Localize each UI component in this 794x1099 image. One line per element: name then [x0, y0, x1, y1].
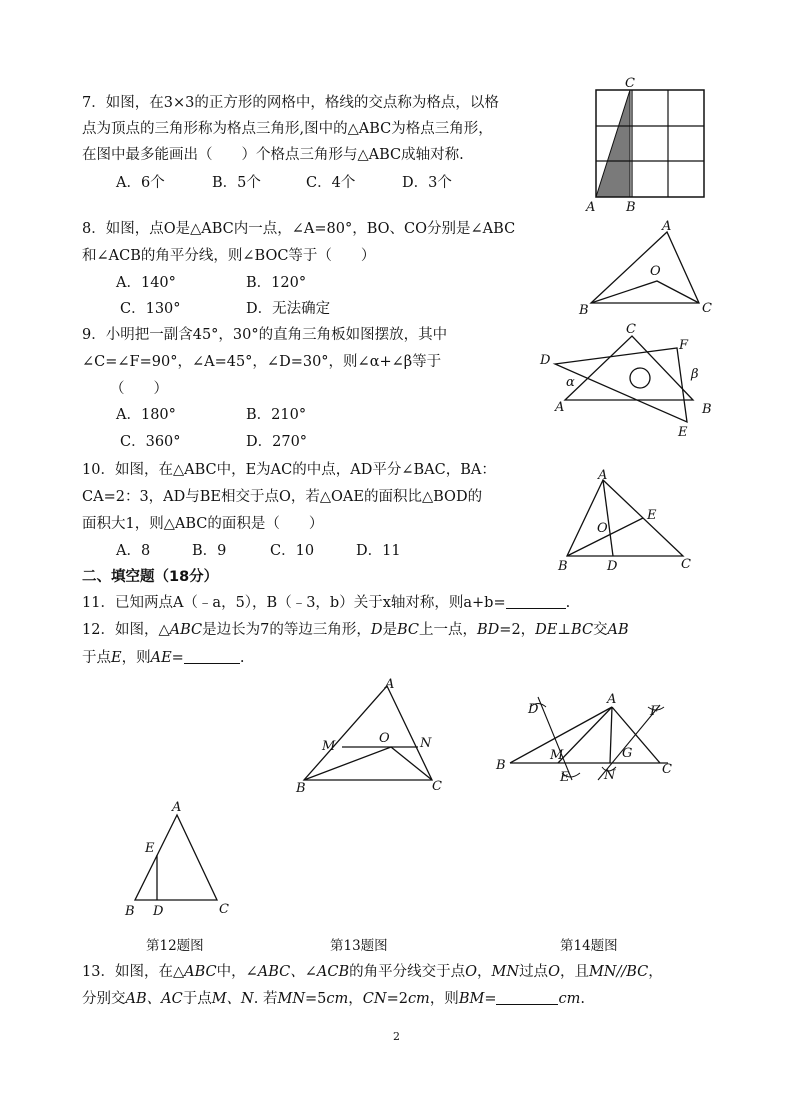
q8-label-c: C: [702, 301, 712, 316]
q9-label-f: F: [679, 338, 689, 353]
q9-label-beta: β: [691, 367, 699, 382]
q13-l2f: =2: [386, 991, 408, 1007]
q12-t2: 是: [382, 622, 397, 638]
fig14-label-b: B: [496, 758, 506, 773]
q8-option-b: B．120°: [246, 275, 307, 291]
q8-line-1: 8．如图，点O是△ABC内一点，∠A=80°，BO、CO分别是∠ABC: [82, 221, 516, 237]
q9-option-c: C．360°: [120, 434, 181, 450]
fig12-label-d: D: [153, 904, 164, 919]
q12-l2c: =: [171, 650, 184, 666]
q9-line-3: （ ）: [110, 381, 168, 397]
q11-line-1: [82, 593, 570, 613]
q9-label-e: E: [678, 425, 688, 440]
fig14-label-m: M: [550, 748, 564, 763]
q13-mn: MN: [491, 964, 520, 980]
q13-cm1: cm: [326, 991, 349, 1007]
q10-line-3: 面积大1，则△ABC的面积是（ ）: [82, 516, 324, 532]
fig14-label-a: A: [607, 692, 617, 707]
fig13-label-o: O: [379, 731, 390, 746]
q10-label-c: C: [681, 557, 691, 572]
q12-t3: 上一点，: [419, 622, 478, 638]
q9-option-a: A．180°: [116, 407, 176, 423]
q13-t6: ，: [648, 964, 663, 980]
q9-label-a: A: [555, 400, 565, 415]
q13-o2: O: [548, 964, 560, 980]
q7-option-c: C．4个: [306, 175, 356, 191]
q12-t1: 是边长为7的等边三角形，: [202, 622, 371, 638]
q9-line-1: 9．小明把一副含45°，30°的直角三角板如图摆放，其中: [82, 327, 448, 343]
q10-label-a: A: [598, 468, 608, 483]
q13-num: 13．如图，在: [82, 964, 173, 980]
q7-grid-figure: [580, 70, 710, 215]
q12-d: D: [370, 622, 383, 638]
fig12-label-e: E: [145, 841, 155, 856]
q8-label-b: B: [579, 303, 589, 318]
q13-tail: .: [580, 991, 585, 1007]
fig13-triangle: [290, 672, 450, 797]
q13-t3: ，: [477, 964, 492, 980]
q9-line-2: ∠C=∠F=90°，∠A=45°，∠D=30°，则∠α+∠β等于: [82, 354, 442, 370]
q12-ab: AB: [607, 622, 629, 638]
q13-mn2: M、N: [211, 991, 254, 1007]
fig13-label-c: C: [432, 779, 442, 794]
q13-l2g: ，则: [429, 991, 459, 1007]
q7-option-b: B．5个: [212, 175, 261, 191]
q10-label-e: E: [647, 508, 657, 523]
q10-option-c: C．10: [270, 543, 315, 559]
q9-label-b: B: [702, 402, 712, 417]
q13-l2d: =5: [305, 991, 327, 1007]
page-number: 2: [393, 1030, 400, 1043]
q9-label-d: D: [540, 353, 551, 368]
q8-label-o: O: [650, 264, 661, 279]
q8-option-c: C．130°: [120, 301, 181, 317]
q12-tail: .: [239, 650, 245, 666]
q13-cn: CN: [362, 991, 387, 1007]
q10-label-d: D: [607, 559, 618, 574]
q13-l2a: 分别交: [82, 991, 126, 1007]
fig14-label-f: F: [650, 704, 660, 719]
q9-option-b: B．210°: [246, 407, 307, 423]
q7-line-3: 在图中最多能画出（ ）个格点三角形与△ABC成轴对称.: [82, 147, 464, 163]
q12-l2b: ，则: [121, 650, 151, 666]
q8-option-a: A．140°: [116, 275, 176, 291]
q13-t4: 过点: [519, 964, 549, 980]
q11-tail: .: [565, 595, 571, 611]
fig13-label-m: M: [322, 739, 336, 754]
q12-line-1: [82, 620, 629, 640]
q7-line-2: 点为顶点的三角形称为格点三角形,图中的△ABC为格点三角形，: [82, 121, 493, 137]
q12-ae: AE: [150, 650, 172, 666]
fig12-label-c: C: [219, 902, 229, 917]
q12-abc: △ABC: [158, 622, 203, 638]
q11-answer-blank[interactable]: [506, 594, 566, 609]
q10-label-o: O: [597, 521, 608, 536]
q12-line-2: [82, 648, 244, 668]
q13-cm2: cm: [407, 991, 430, 1007]
q13-abac: AB、AC: [125, 991, 183, 1007]
q13-l2c: . 若: [253, 991, 278, 1007]
q13-l2h: =: [484, 991, 497, 1007]
q8-triangle-figure: [575, 218, 720, 318]
q12-e: E: [111, 650, 122, 666]
q10-option-a: A．8: [116, 543, 151, 559]
q13-line-2: [82, 989, 585, 1009]
q13-mneq: MN: [277, 991, 306, 1007]
caption-fig14: 第14题图: [560, 938, 618, 954]
fig12-label-a: A: [172, 800, 182, 815]
caption-fig12: 第12题图: [146, 938, 204, 954]
q13-o: O: [465, 964, 478, 980]
q12-t4: =2，: [499, 622, 536, 638]
q10-line-2: CA=2：3，AD与BE相交于点O，若△OAE的面积比△BOD的: [82, 489, 483, 505]
q13-answer-blank[interactable]: [496, 990, 558, 1005]
fig14-label-c: C: [662, 762, 672, 777]
q11-text: 11．已知两点A（﹣a，5），B（﹣3，b）关于x轴对称，则a+b=: [82, 595, 506, 611]
q12-answer-blank[interactable]: [184, 649, 240, 664]
q13-l2e: ，: [348, 991, 363, 1007]
q7-label-b: B: [626, 200, 636, 215]
caption-fig13: 第13题图: [330, 938, 388, 954]
q10-line-1: 10．如图，在△ABC中，E为AC的中点，AD平分∠BAC，BA：: [82, 462, 496, 478]
q12-t5: 交: [593, 622, 608, 638]
q13-mnbc: MN//BC: [588, 964, 649, 980]
fig12-triangle: [115, 795, 240, 923]
section-fill-in-heading: 二、填空题（18分）: [82, 569, 219, 585]
fig14-label-n: N: [604, 768, 616, 783]
q12-l2a: 于点: [82, 650, 111, 666]
q10-triangle-figure: [555, 466, 700, 576]
q13-bm: BM: [458, 991, 485, 1007]
fig13-label-a: A: [385, 677, 395, 692]
q9-set-squares-figure: [535, 320, 720, 440]
q13-line-1: [82, 962, 663, 982]
q7-triangle-abc: [596, 90, 630, 197]
q13-abc: △ABC: [172, 964, 217, 980]
fig14-label-d: D: [528, 702, 539, 717]
q12-num: 12．如图，: [82, 622, 159, 638]
q12-debc: DE⊥BC: [535, 622, 594, 638]
q13-t5: ，且: [559, 964, 589, 980]
q13-angles: ∠ABC、∠ACB: [245, 964, 350, 980]
q7-label-a: A: [586, 200, 596, 215]
fig14-label-e: E: [560, 770, 570, 785]
q13-cm3: cm: [558, 991, 581, 1007]
q9-option-d: D．270°: [246, 434, 308, 450]
q12-bd: BD: [477, 622, 500, 638]
q8-option-d: D．无法确定: [246, 301, 331, 317]
fig13-label-n: N: [420, 736, 432, 751]
q13-t1: 中，: [216, 964, 246, 980]
q7-line-1: 7．如图，在3×3的正方形的网格中，格线的交点称为格点，以格: [82, 95, 499, 111]
q12-bc: BC: [396, 622, 420, 638]
q7-option-d: D．3个: [402, 175, 452, 191]
q7-option-a: A．6个: [116, 175, 165, 191]
fig12-label-b: B: [125, 904, 135, 919]
q9-label-alpha: α: [566, 375, 575, 390]
fig14-construction: [490, 685, 690, 790]
q13-l2b: 于点: [182, 991, 212, 1007]
fig13-label-b: B: [296, 781, 306, 796]
q8-label-a: A: [662, 219, 672, 234]
q10-option-d: D．11: [356, 543, 401, 559]
q7-label-c: C: [625, 76, 635, 91]
fig14-label-g: G: [622, 746, 633, 761]
q13-t2: 的角平分线交于点: [349, 964, 466, 980]
q8-line-2: 和∠ACB的角平分线，则∠BOC等于（ ）: [82, 248, 376, 264]
q9-label-c: C: [626, 322, 636, 337]
q10-label-b: B: [558, 559, 568, 574]
q10-option-b: B．9: [192, 543, 227, 559]
